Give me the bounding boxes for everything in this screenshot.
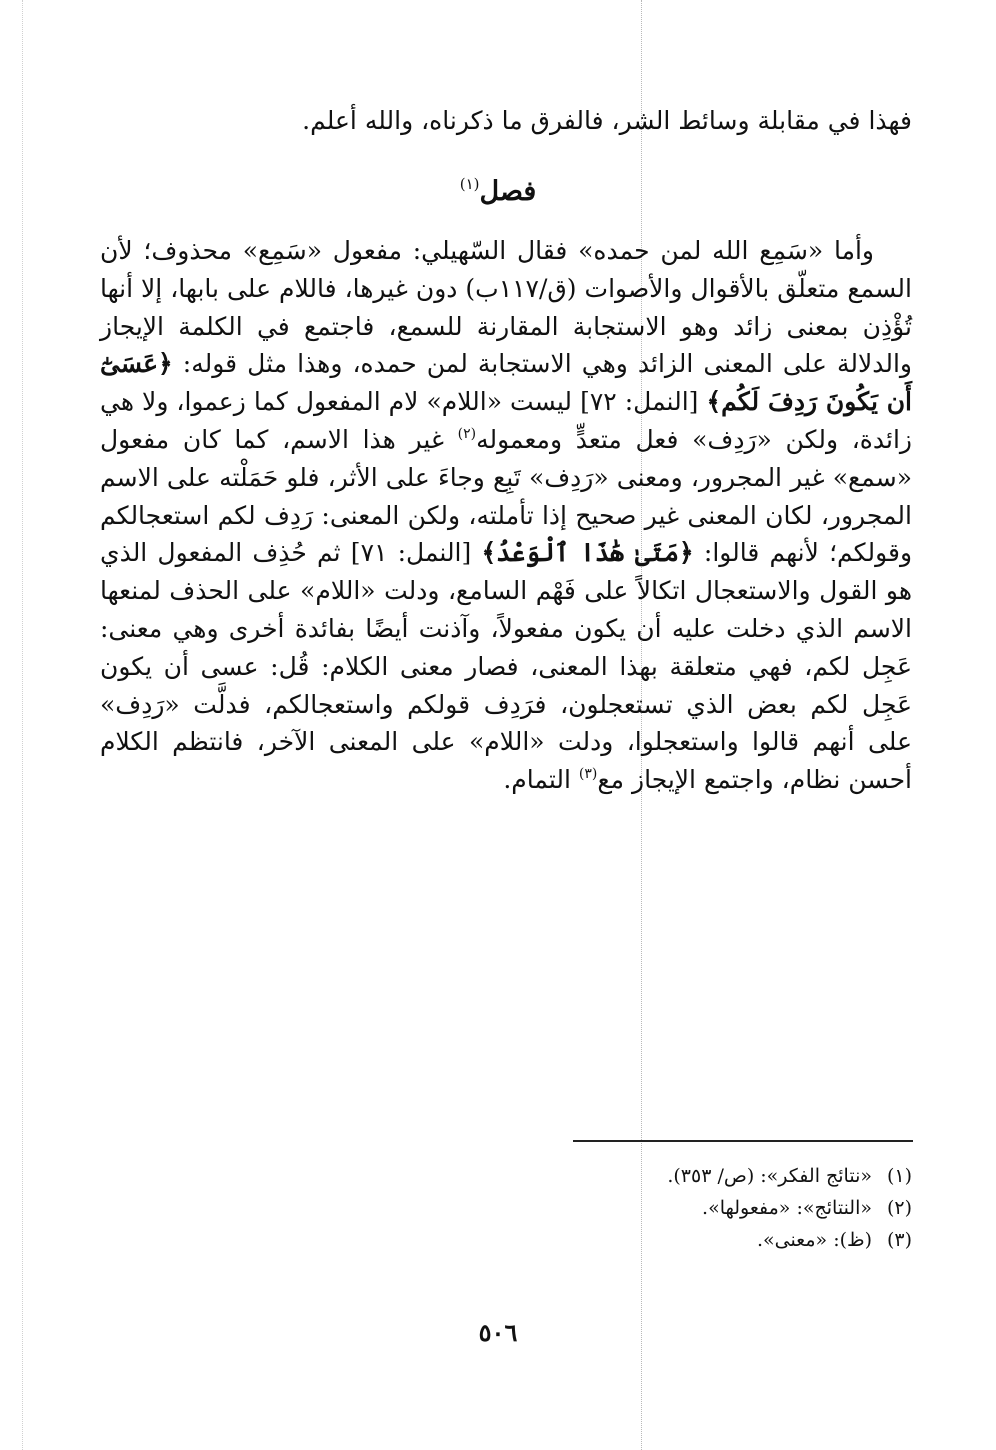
footnotes [412,1160,912,1256]
intro-text: فهذا في مقابلة وسائط الشر، فالفرق ما ذكرناه، والله أعلم. [302,106,912,135]
section-heading [0,162,996,214]
footnote-1 [412,1160,912,1192]
footnote-3 [412,1224,912,1256]
quran-verse-1: ﴿عَسَىٰٓ أَن يَكُونَ رَدِفَ لَكُم﴾ [100,349,913,417]
intro-line [112,102,912,140]
footnote-text: (ظ): «معنى». [756,1229,872,1251]
section-title: فصل [479,176,537,207]
scan-fold-line-left [22,0,23,1450]
page-number: ٥٠٦ [478,1318,518,1347]
footnote-number: (٢) [886,1197,912,1219]
footnote-text: «النتائج»: «مفعولها». [702,1197,872,1219]
footnote-separator [573,1140,913,1142]
footnote-number: (١) [886,1165,912,1187]
footnote-ref-2: (٢) [457,425,477,442]
footnote-2 [412,1192,912,1224]
body-part-1: وأما «سَمِع الله لمن حمده» فقال السّهيلي: مفعول «سَمِع» محذوف؛ لأن السمع متعلّق بالأقوال والأصوات (ق/١١٧ب) دون غيرها، فاللام على بابها، إلا أنها تُؤْذِن بمعنى زائد وهو الاستجابة المقارنة للسمع، فاجتمع في الكلمة الإيجاز والدلالة على المعنى الزائد وهي الاستجابة لمن حمده، وهذا مثل قوله: [100,236,912,379]
body-paragraph [100,232,912,799]
footnote-number: (٣) [886,1229,912,1251]
paragraph-text [100,232,912,799]
footnote-text: «نتائج الفكر»: (ص/ ٣٥٣). [667,1165,872,1187]
heading-footnote-ref: (١) [459,175,480,193]
body-part-5: التمام. [503,765,571,795]
body-part-2: [النمل: ٧٢] ليست «اللام» لام المفعول كما زعموا، ولا هي زائدة، ولكن «رَدِف» فعل متعدٍّ ومعموله [100,387,912,454]
body-part-3: غير هذا الاسم، كما كان مفعول «سمع» غير المجرور، ومعنى «رَدِف» تَبِع وجاءَ على الأثر، فلو حَمَلْته على الاسم المجرور، لكان المعنى غير صحيح إذا تأملته، ولكن المعنى: رَدِف لكم استعجالكم وقولكم؛ لأنهم قالوا: [100,424,913,568]
quran-verse-2: ﴿مَتَىٰ هَٰذَا ٱلْوَعْدُ﴾ [481,538,694,568]
footnote-ref-3: (٣) [578,766,598,783]
body-part-4: [النمل: ٧١] ثم حُذِف المفعول الذي هو القول والاستعجال اتكالاً على فَهْم السامع، ودلت «اللام» على الحذف لمنعها الاسم الذي دخلت عليه أن يكون مفعولاً، وآذنت أيضًا بفائدة أخرى وهي معنى: عَجِل لكم، فهي متعلقة بهذا المعنى، فصار معنى الكلام: قُل: عسى أن يكون عَجِل لكم بعض الذي تستعجلون، فرَدِف قولكم واستعجالكم، فدلَّت «رَدِف» على أنهم قالوا واستعجلوا، ودلت «اللام» على المعنى الآخر، فانتظم الكلام أحسن نظام، واجتمع الإيجاز مع [100,538,912,795]
